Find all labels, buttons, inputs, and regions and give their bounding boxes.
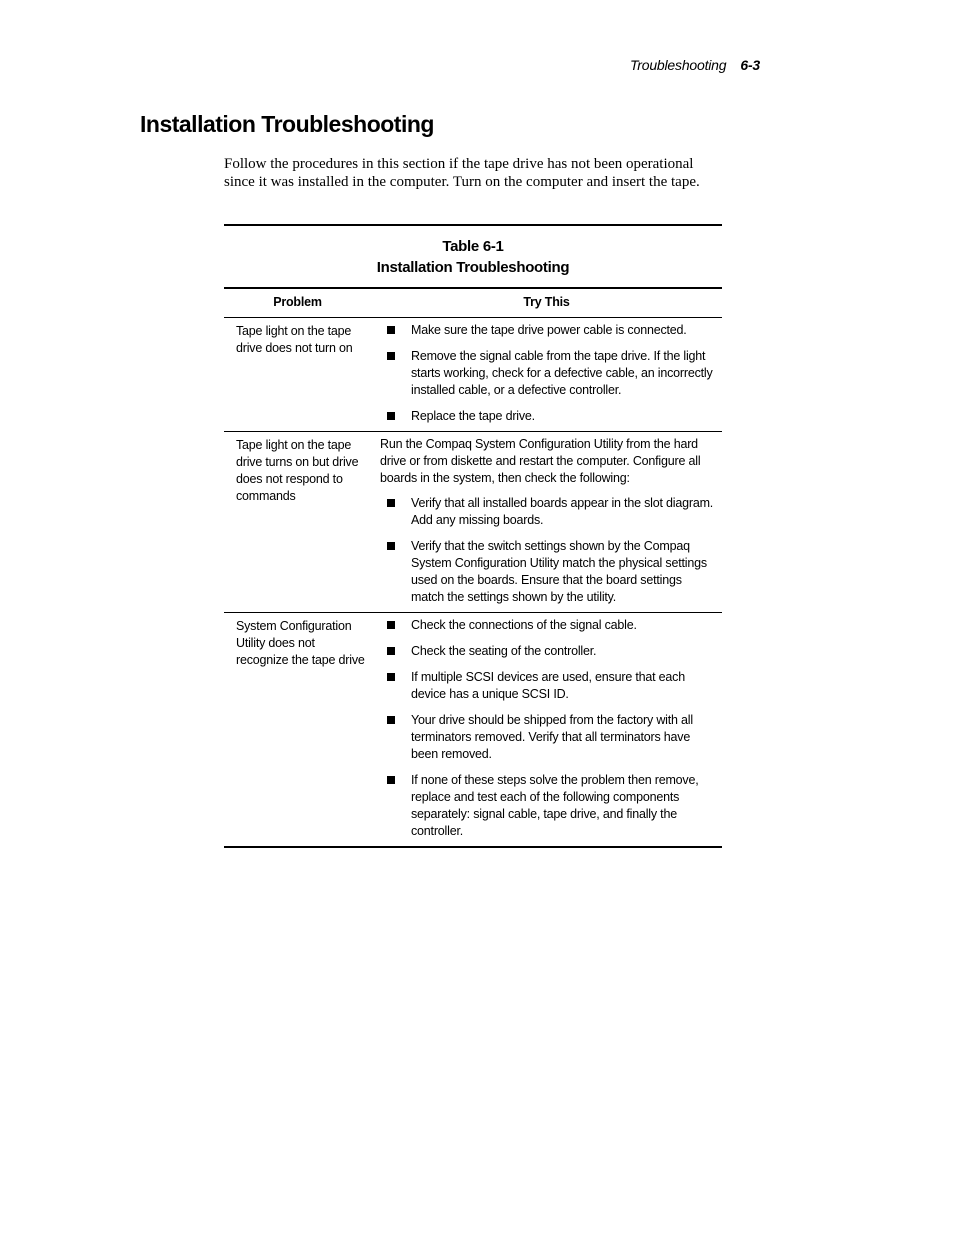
table-caption [224, 226, 722, 287]
column-header-problem: Problem [224, 288, 371, 318]
try-this-list [383, 617, 714, 840]
square-bullet-icon [387, 499, 395, 507]
problem-cell: System Configuration Utility does not recognize the tape drive [224, 613, 371, 848]
list-item-text: Verify that the switch settings shown by the Compaq System Configuration Utility match the physical settings used on the boards. Ensure that the board settings match the settings shown by the utility. [411, 539, 707, 604]
list-item-text: If none of these steps solve the problem then remove, replace and test each of the following components separately: signal cable, tape drive, and finally the controller. [411, 773, 699, 838]
try-this-lead-text: Run the Compaq System Configuration Utility from the hard drive or from diskette and restart the computer. Configure all boards in the system, then check the following: [380, 437, 701, 485]
column-header-try-this: Try This [371, 288, 722, 318]
try-this-cell [371, 613, 722, 848]
header-section: Troubleshooting [629, 57, 727, 73]
try-this-cell [371, 318, 722, 432]
list-item-text: Your drive should be shipped from the factory with all terminators removed. Verify that all terminators have been removed. [411, 713, 693, 761]
table-caption-number: Table 6-1 [442, 238, 504, 255]
try-this-list [383, 495, 714, 606]
troubleshooting-table [224, 287, 722, 848]
list-item-text: Replace the tape drive. [411, 409, 535, 423]
list-item [383, 322, 714, 339]
list-item [383, 772, 714, 840]
try-this-list [383, 322, 714, 425]
square-bullet-icon [387, 326, 395, 334]
try-this-cell [371, 432, 722, 613]
header-page-number: 6-3 [740, 57, 760, 73]
list-item [383, 669, 714, 703]
list-item [383, 408, 714, 425]
list-item [383, 348, 714, 399]
list-item [383, 617, 714, 634]
square-bullet-icon [387, 412, 395, 420]
list-item-text: Check the connections of the signal cable. [411, 618, 637, 632]
running-header [630, 57, 760, 73]
table-body [224, 318, 722, 848]
intro-paragraph: Follow the procedures in this section if the tape drive has not been operational since it was installed in the computer. Turn on the computer and insert the tape. [224, 156, 700, 190]
square-bullet-icon [387, 716, 395, 724]
list-item [383, 538, 714, 606]
list-item-text: Verify that all installed boards appear in the slot diagram. Add any missing boards. [411, 496, 714, 527]
table-row [224, 318, 722, 432]
table-header-row [224, 288, 722, 318]
square-bullet-icon [387, 352, 395, 360]
list-item [383, 495, 714, 529]
square-bullet-icon [387, 621, 395, 629]
page-title: Installation Troubleshooting [140, 111, 434, 137]
table-row [224, 432, 722, 613]
table-caption-title: Installation Troubleshooting [376, 259, 570, 276]
square-bullet-icon [387, 647, 395, 655]
list-item-text: Remove the signal cable from the tape drive. If the light starts working, check for a defective cable, an incorrectly installed cable, or a defective controller. [411, 349, 713, 397]
list-item [383, 643, 714, 660]
list-item-text: If multiple SCSI devices are used, ensure that each device has a unique SCSI ID. [411, 670, 685, 701]
square-bullet-icon [387, 673, 395, 681]
problem-cell: Tape light on the tape drive does not turn on [224, 318, 371, 432]
list-item-text: Check the seating of the controller. [411, 644, 597, 658]
square-bullet-icon [387, 542, 395, 550]
table-row [224, 613, 722, 848]
problem-cell: Tape light on the tape drive turns on but drive does not respond to commands [224, 432, 371, 613]
list-item-text: Make sure the tape drive power cable is connected. [411, 323, 687, 337]
square-bullet-icon [387, 776, 395, 784]
list-item [383, 712, 714, 763]
troubleshooting-table-block [224, 224, 722, 848]
